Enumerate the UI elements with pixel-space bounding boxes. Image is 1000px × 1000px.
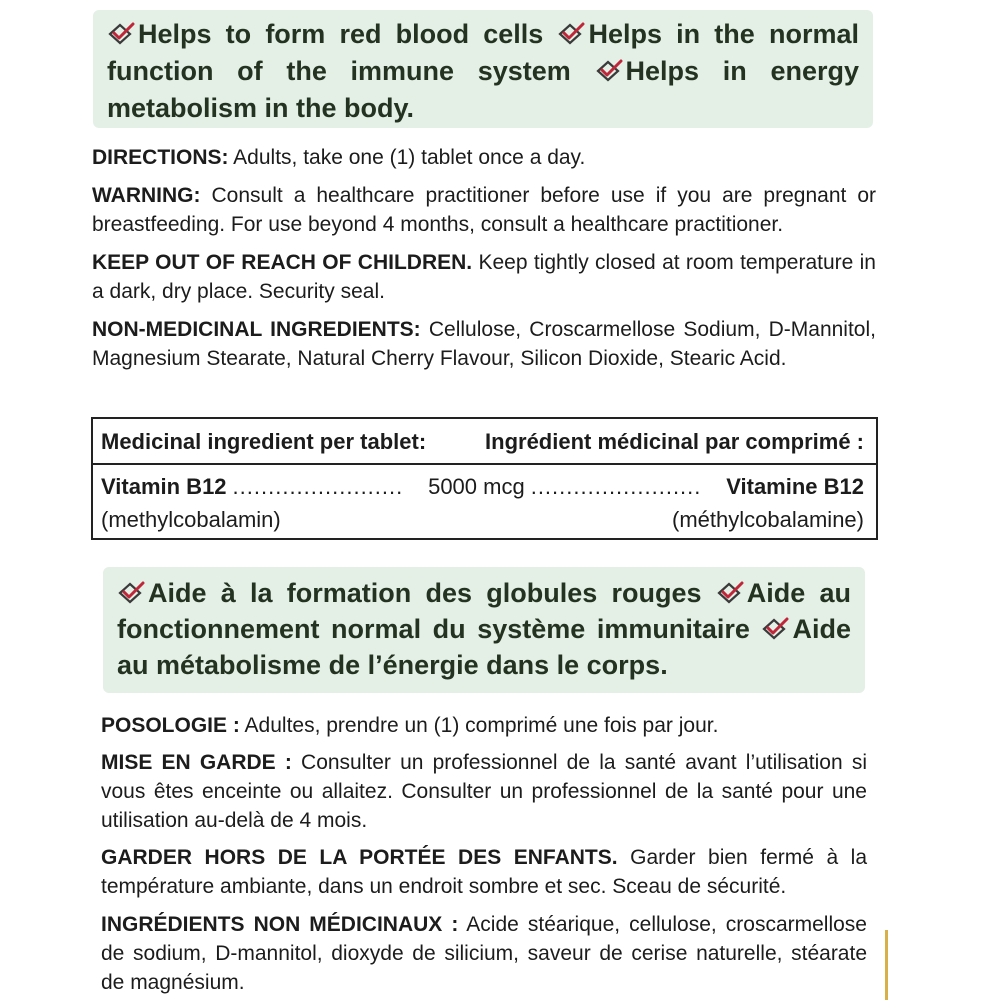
keep-out-label: KEEP OUT OF REACH OF CHILDREN. xyxy=(92,251,473,274)
mise-en-garde-label: MISE EN GARDE : xyxy=(101,751,292,774)
table-row xyxy=(101,507,864,537)
benefit-fr-1: Aide à la formation des globules rouges xyxy=(148,578,702,608)
garder-text: Garder bien fermé à la température ambiante, dans un endroit sombre et sec. Sceau de sécurité. xyxy=(101,846,868,898)
ingredients-non-med-text: Acide stéarique, cellulose, croscarmellose de sodium, D-mannitol, dioxyde de silicium, saveur de cerise naturelle, stéarate de magnésium. xyxy=(101,913,867,994)
source-fr: (méthylcobalamine) xyxy=(672,507,864,532)
ingredient-fr: Vitamine B12 xyxy=(726,474,865,499)
benefit-en-2: Helps in the normal function of the immune system xyxy=(107,19,859,86)
benefits-box-en xyxy=(93,10,873,128)
non-medicinal-text: Cellulose, Croscarmellose Sodium, D-Mannitol, Magnesium Stearate, Natural Cherry Flavour, Silicon Dioxide, Stearic Acid. xyxy=(92,318,876,370)
leader-dots: ........................ xyxy=(530,474,702,499)
check-diamond-icon xyxy=(557,22,585,46)
garder-label: GARDER HORS DE LA PORTÉE DES ENFANTS. xyxy=(101,846,618,869)
benefit-en-3: Helps in energy metabolism in the body. xyxy=(107,56,859,123)
header-fr: Ingrédient médicinal par comprimé : xyxy=(485,429,864,454)
benefit-en-1: Helps to form red blood cells xyxy=(138,19,544,49)
keep-out-text: Keep tightly closed at room temperature in a dark, dry place. Security seal. xyxy=(92,251,876,303)
mise-en-garde-paragraph xyxy=(101,748,867,835)
medicinal-ingredient-table xyxy=(91,417,878,540)
check-diamond-icon xyxy=(595,59,623,83)
benefit-fr-3: Aide au métabolisme de l’énergie dans le corps. xyxy=(117,614,851,680)
check-diamond-icon xyxy=(117,581,145,605)
directions-text: Adults, take one (1) tablet once a day. xyxy=(228,146,586,169)
benefit-fr-2: Aide au fonctionnement normal du système immunitaire xyxy=(117,578,851,644)
check-diamond-icon xyxy=(716,581,744,605)
benefits-box-fr xyxy=(103,567,865,693)
directions-label: DIRECTIONS: xyxy=(92,146,229,169)
table-row xyxy=(101,474,864,504)
ingredients-non-med-label: INGRÉDIENTS NON MÉDICINAUX : xyxy=(101,913,459,936)
posologie-label: POSOLOGIE : xyxy=(101,714,240,737)
directions-paragraph xyxy=(92,143,876,172)
ingredients-non-med-paragraph xyxy=(101,910,867,997)
mise-en-garde-text: Consulter un professionnel de la santé avant l’utilisation si vous êtes enceinte ou allaitez. Consulter un professionnel de la santé pour une utilisation au-delà de 4 mois. xyxy=(101,751,867,832)
header-en: Medicinal ingredient per tablet: xyxy=(101,429,427,454)
posologie-paragraph xyxy=(101,711,867,740)
table-header xyxy=(93,419,876,465)
ingredient-en: Vitamin B12 xyxy=(101,474,227,499)
accent-divider xyxy=(885,930,888,1000)
leader-dots: ........................ xyxy=(232,474,404,499)
garder-paragraph xyxy=(101,843,867,901)
warning-label: WARNING: xyxy=(92,184,201,207)
check-diamond-icon xyxy=(761,617,789,641)
keep-out-paragraph xyxy=(92,248,876,306)
non-medicinal-label: NON-MEDICINAL INGREDIENTS: xyxy=(92,318,421,341)
non-medicinal-paragraph xyxy=(92,315,876,373)
warning-text: Consult a healthcare practitioner before use if you are pregnant or breastfeeding. For use beyond 4 months, consult a healthcare practitioner. xyxy=(92,184,876,236)
warning-paragraph xyxy=(92,181,876,239)
amount: 5000 mcg xyxy=(428,474,525,499)
source-en: (methylcobalamin) xyxy=(101,507,281,532)
posologie-text: Adultes, prendre un (1) comprimé une fois par jour. xyxy=(239,714,719,737)
check-diamond-icon xyxy=(107,22,135,46)
